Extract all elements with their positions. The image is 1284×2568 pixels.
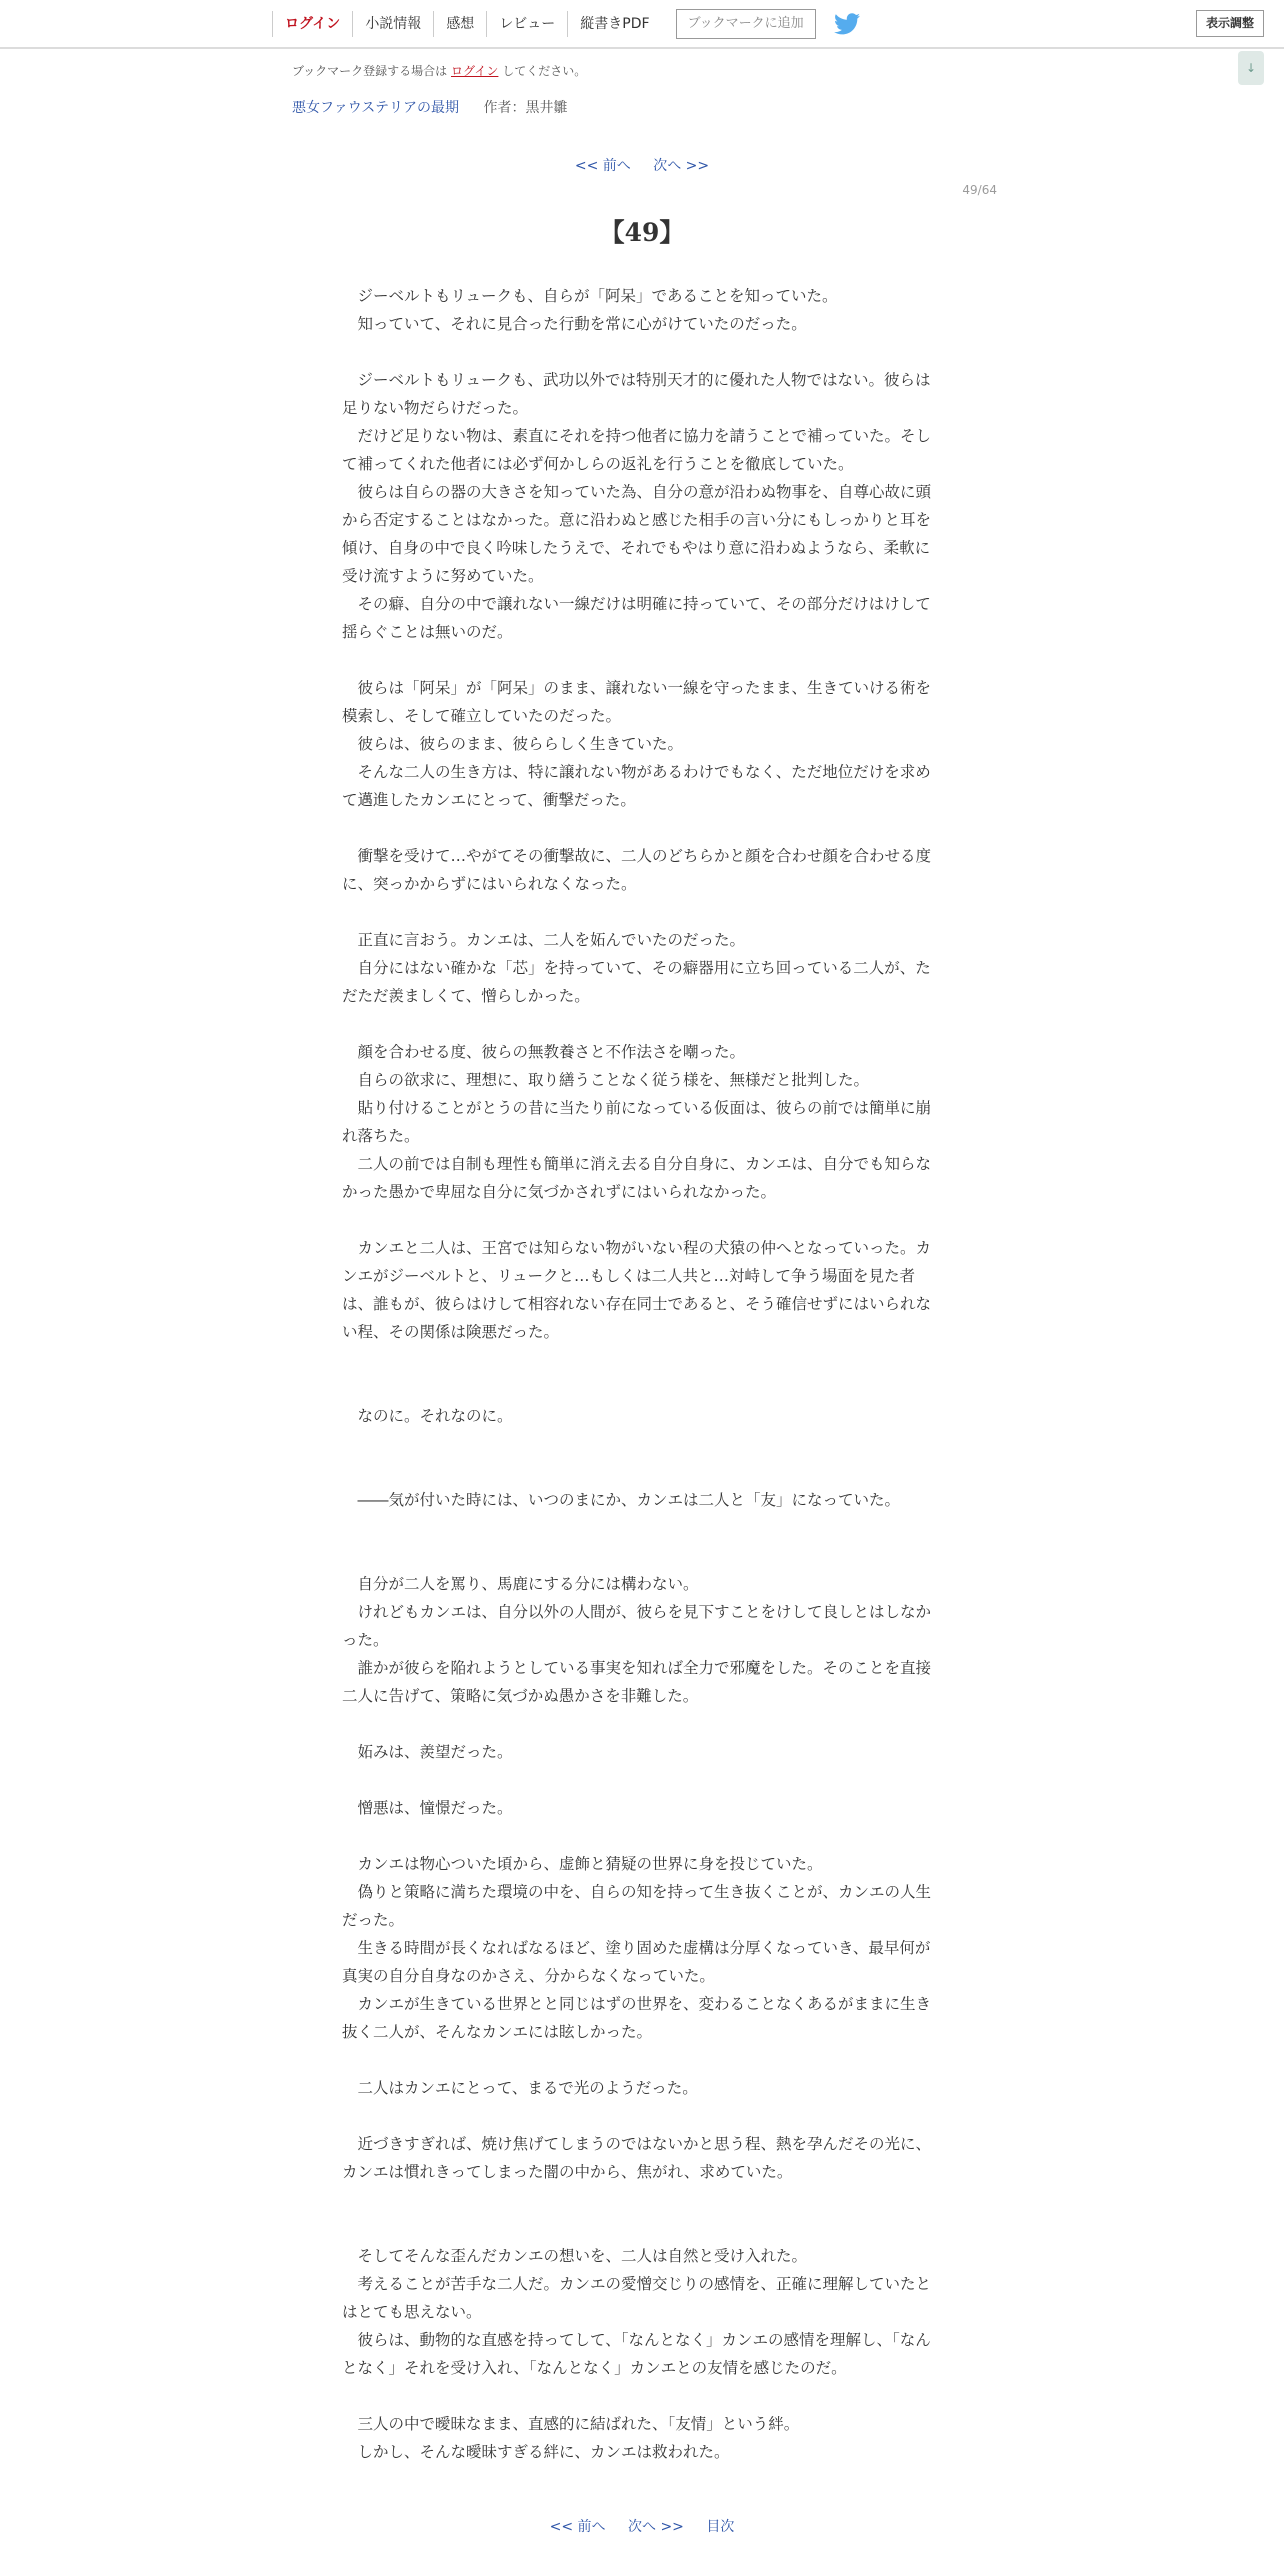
body-paragraph: 二人はカンエにとって、まるで光のようだった。 [342, 2079, 698, 2097]
body-paragraph [342, 2186, 940, 2214]
body-paragraph [342, 1766, 940, 1794]
chapter-title: 【49】 [599, 218, 685, 247]
prev-page-link-bottom[interactable]: << 前へ [549, 2519, 606, 2535]
pager-top [0, 155, 1284, 175]
nav-login[interactable]: ログイン [272, 11, 352, 37]
body-paragraph: 彼らは「阿呆」が「阿呆」のまま、譲れない一線を守ったまま、生きていける術を模索し、そして確立していたのだった。 [342, 679, 932, 725]
body-paragraph [342, 1206, 940, 1234]
body-paragraph: 二人の前では自制も理性も簡単に消え去る自分自身に、カンエは、自分でも知らなかった愚かで卑屈な自分に気づかされずにはいられなかった。 [342, 1155, 932, 1201]
pager-bottom [0, 2516, 1284, 2536]
body-paragraph: 憎悪は、憧憬だった。 [342, 1799, 513, 1817]
global-nav [272, 0, 860, 47]
add-bookmark-button[interactable]: ブックマークに追加 [676, 9, 816, 39]
nav-novel-info[interactable]: 小説情報 [352, 11, 433, 37]
body-paragraph: 三人の中で曖昧なまま、直感的に結ばれた、「友情」という絆。 [342, 2415, 800, 2433]
bookmark-note-prefix: ブックマーク登録する場合は [292, 64, 448, 78]
body-paragraph [342, 1374, 940, 1402]
next-page-link[interactable]: 次へ >> [653, 158, 710, 174]
body-paragraph: カンエと二人は、王宮では知らない物がいない程の犬猿の仲へとなっていった。カンエがジーベルトと、リュークと…もしくは二人共と…対峙して争う場面を見た者は、誰もが、彼らはけして相容れない存在同士であると、そう確信せずにはいられない程、その関係は険悪だった。 [342, 1239, 932, 1341]
body-paragraph: 近づきすぎれば、焼け焦げてしまうのではないかと思う程、熱を孕んだその光に、カンエは慣れきってしまった闇の中から、焦がれ、求めていた。 [342, 2135, 932, 2181]
body-paragraph [342, 1822, 940, 1850]
novel-body [342, 282, 940, 2466]
body-paragraph: 彼らは、動物的な直感を持ってして、「なんとなく」カンエの感情を理解し、「なんとなく」それを受け入れ、「なんとなく」カンエとの友情を感じたのだ。 [342, 2331, 931, 2377]
body-paragraph: 顔を合わせる度、彼らの無教養さと不作法さを嘲った。 [342, 1043, 746, 1061]
bookmark-login-note [292, 62, 586, 79]
body-paragraph: 衝撃を受けて…やがてその衝撃故に、二人のどちらかと顔を合わせ顔を合わせる度に、突っかからずにはいられなくなった。 [342, 847, 932, 893]
body-paragraph: 誰かが彼らを陥れようとしている事実を知れば全力で邪魔をした。そのことを直接二人に告げて、策略に気づかぬ愚かさを非難した。 [342, 1659, 932, 1705]
body-paragraph [342, 1710, 940, 1738]
next-page-link-bottom[interactable]: 次へ >> [628, 2519, 684, 2535]
body-paragraph [342, 1346, 940, 1374]
bookmark-note-suffix: してください。 [502, 64, 587, 78]
novel-author: 作者：黒井雛 [483, 100, 568, 116]
body-paragraph [342, 1542, 940, 1570]
nav-review[interactable]: レビュー [486, 11, 567, 37]
body-paragraph: ジーベルトもリュークも、武功以外では特別天才的に優れた人物ではない。彼らは足りない物だらけだった。 [342, 371, 931, 417]
body-paragraph [342, 2214, 940, 2242]
page-count: 49/64 [962, 183, 997, 197]
body-paragraph [342, 1430, 940, 1458]
body-paragraph: なのに。それなのに。 [342, 1407, 513, 1425]
body-paragraph [342, 2102, 940, 2130]
body-paragraph: 妬みは、羨望だった。 [342, 1743, 513, 1761]
bookmark-login-link[interactable]: ログイン [451, 64, 499, 78]
novel-meta [292, 97, 567, 117]
body-paragraph: 自分にはない確かな「芯」を持っていて、その癖器用に立ち回っている二人が、ただただ羨ましくて、憎らしかった。 [342, 959, 931, 1005]
body-paragraph: 知っていて、それに見合った行動を常に心がけていたのだった。 [342, 315, 807, 333]
body-paragraph: ジーベルトもリュークも、自らが「阿呆」であることを知っていた。 [342, 287, 838, 305]
nav-impressions[interactable]: 感想 [433, 11, 486, 37]
body-paragraph [342, 814, 940, 842]
body-paragraph: けれどもカンエは、自分以外の人間が、彼らを見下すことをけして良しとはしなかった。 [342, 1603, 932, 1649]
body-paragraph: 彼らは、彼らのまま、彼ららしく生きていた。 [342, 735, 684, 753]
body-paragraph [342, 1458, 940, 1486]
body-paragraph [342, 2382, 940, 2410]
body-paragraph: だけど足りない物は、素直にそれを持つ他者に協力を請うことで補っていた。そして補ってくれた他者には必ず何かしらの返礼を行うことを徹底していた。 [342, 427, 932, 473]
body-paragraph: 正直に言おう。カンエは、二人を妬んでいたのだった。 [342, 931, 746, 949]
top-bar [0, 0, 1284, 49]
body-paragraph: しかし、そんな曖昧すぎる絆に、カンエは救われた。 [342, 2443, 730, 2461]
display-settings-button[interactable]: 表示調整 [1196, 10, 1264, 37]
novel-title-link[interactable]: 悪女ファウステリアの最期 [292, 100, 460, 116]
prev-page-link[interactable]: << 前へ [574, 158, 631, 174]
body-paragraph: その癖、自分の中で譲れない一線だけは明確に持っていて、その部分だけはけして揺らぐことは無いのだ。 [342, 595, 931, 641]
table-of-contents-link[interactable]: 目次 [706, 2519, 735, 2535]
body-paragraph [342, 2046, 940, 2074]
body-paragraph: カンエは物心ついた頃から、虚飾と猜疑の世界に身を投じていた。 [342, 1855, 823, 1873]
body-paragraph [342, 1010, 940, 1038]
body-paragraph [342, 898, 940, 926]
body-paragraph: 自らの欲求に、理想に、取り繕うことなく従う様を、無様だと批判した。 [342, 1071, 870, 1089]
body-paragraph: カンエが生きている世界とと同じはずの世界を、変わることなくあるがままに生き抜く二人が、そんなカンエには眩しかった。 [342, 1995, 932, 2041]
body-paragraph: 考えることが苦手な二人だ。カンエの愛憎交じりの感情を、正確に理解していたとはとても思えない。 [342, 2275, 932, 2321]
body-paragraph: 自分が二人を罵り、馬鹿にする分には構わない。 [342, 1575, 699, 1593]
body-paragraph: 貼り付けることがとうの昔に当たり前になっている仮面は、彼らの前では簡単に崩れ落ちた。 [342, 1099, 932, 1145]
body-paragraph: 生きる時間が長くなればなるほど、塗り固めた虚構は分厚くなっていき、最早何が真実の自分自身なのかさえ、分からなくなっていた。 [342, 1939, 931, 1985]
body-paragraph: 彼らは自らの器の大きさを知っていた為、自分の意が沿わぬ物事を、自尊心故に頭から否定することはなかった。意に沿わぬと感じた相手の言い分にもしっかりと耳を傾け、自身の中で良く吟味したうえで、それでもやはり意に沿わぬようなら、柔軟に受け流すように努めていた。 [342, 483, 932, 585]
twitter-icon[interactable] [834, 13, 860, 35]
body-paragraph: そしてそんな歪んだカンエの想いを、二人は自然と受け入れた。 [342, 2247, 808, 2265]
body-paragraph [342, 1514, 940, 1542]
body-paragraph: 偽りと策略に満ちた環境の中を、自らの知を持って生き抜くことが、カンエの人生だった。 [342, 1883, 932, 1929]
nav-vertical-pdf[interactable]: 縦書きPDF [567, 11, 661, 37]
body-paragraph: そんな二人の生き方は、特に譲れない物があるわけでもなく、ただ地位だけを求めて邁進したカンエにとって、衝撃だった。 [342, 763, 931, 809]
body-paragraph [342, 338, 940, 366]
body-paragraph: ――気が付いた時には、いつのまにか、カンエは二人と「友」になっていた。 [342, 1491, 901, 1509]
scroll-down-button[interactable]: ↓ [1238, 51, 1264, 85]
body-paragraph [342, 646, 940, 674]
